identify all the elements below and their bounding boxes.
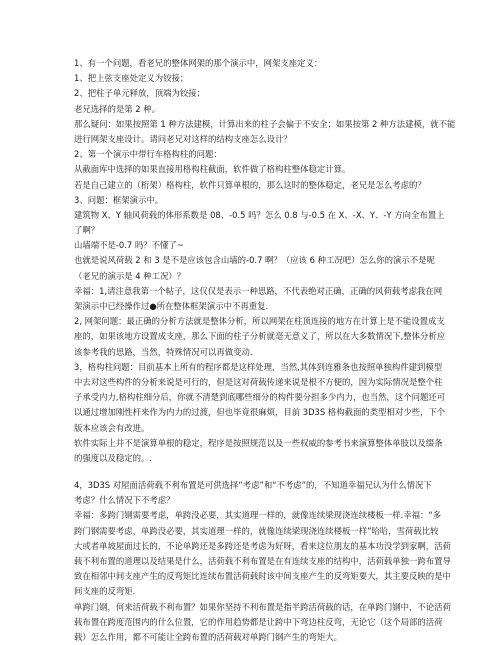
text-line: 幸福：1,请注意我第一个帖子，这仅仅是表示一种思路，不代表绝对正确，正确的风荷载考虑我在网 [74,285,443,296]
text-line: （老兄的演示是 4 种工况）？ [74,270,186,281]
text-line: 从截面库中选择的如果直接用格构柱截面，软件做了格构柱整体稳定计算。 [74,164,351,175]
text-line: 中去对这些构件的分析来说是可行的，但是这对荷载传递来说是根不方便的，因为实际情况是整个柱 [74,376,443,387]
text-line: 该参考我的思路，当然，特殊情况可以再做变动. [74,346,253,357]
text-line: 老兄选择的是第 2 种。 [74,103,161,114]
text-line: 间支座的反弯矩. [74,586,136,597]
text-line: 子承受内力,格构柱细分后，你就不清楚到底哪些细分的构件要分担多少内力，也当然，这个问题还可 [74,392,446,403]
text-line: 建筑物 X、Y 轴风荷载的体形系数是 08、-0.5 吗？怎么 0.8 与-0.5 在 X、-X、Y、-Y 方向全布置上 [74,209,445,220]
text-line: 2, 网架问题：最正确的分析方法就是整体分析，所以网架在柱顶连接的地方在计算上是不能设置成支 [74,316,445,327]
text-line: 2、把柱子单元释放，顶端为铰接； [74,88,205,99]
text-line: 3、问题：框架演示中。 [74,194,164,205]
text-line: 大或者单坡屋面过长的，不论单跨还是多跨还是考虑为好呀，看来这位朋友的基本功没学到家啊，活荷 [74,540,451,551]
text-line: 也就是说风荷载 2 和 3 是不是应该包含山墙的-0.7 啊？（应该 6 种工况吧）怎么你的演示不是呢 [74,255,435,266]
text-line: 进行网架支座设计。请问老兄对这样的结构支座怎么设计？ [74,133,292,144]
text-line: 软件实际上并不是演算单根的稳定，程序是按照规范以及一些权威的参考书来演算整体单肢以及缀条 [74,437,443,448]
text-line: 若是自己建立的（桁架）格构柱，软件只算单根的，那么这时的整体稳定，老兄是怎么考虑的？ [74,179,426,190]
text-line: 座的，如果该地方设置成支座，那么下面的柱子分析就毫无意义了，所以在大多数情况下,整体分析应 [74,331,446,342]
text-line: 了啊？ [74,225,100,236]
text-line: 载不利布置的道理以及结果是什么，活荷载不利布置是在有连续支座的结构中，活荷载单独一跨布置导 [74,556,451,566]
text-line: 以通过增加刚性杆来作为内力的过渡，但也毕竟很麻烦，目前 3D3S 格构截面的类型相对少些，下个 [74,407,446,418]
qa-block-1 [74,56,464,466]
text-line: 载）怎么作用，都不可能让全跨布置的活荷载对单跨门钢产生的弯矩大。 [74,631,342,642]
text-line: 载布置在跨度范围内的什么位置，它的作用趋势都是让跨中下弯边柱反弯，无论它（这个局部的活荷 [74,616,443,627]
text-line: 的强度以及稳定的。. [74,452,153,463]
text-line: 版本应该会有改进。 [74,422,150,433]
paragraph-gap [74,466,464,478]
text-line: 考虑？什么情况下不考虑？ [74,495,175,506]
text-line: 单跨门钢，何来活荷载不利布置？如果你坚持不利布置是指半跨活荷载的话，在单跨门钢中，不论活荷 [74,601,451,612]
text-line: 幸福：多跨门钢需要考虑，单跨没必要，其实道理一样的，就像连续梁现浇连续楼板一样.幸福：“多 [74,510,442,521]
text-line: 4，3D3S 对屋面活荷载不利布置是可供选择“考虑”和“不考虑”的，不知道幸福兄认为什么情况下 [74,480,432,491]
text-line: 2、第一个演示中带行车格构柱的问题： [74,149,222,160]
text-line: 1、把上弦支座处定义为铰接； [74,73,189,84]
qa-block-2 [74,478,464,645]
text-line: 山墙端不是-0.7 吗？不懂了~ [74,240,184,251]
text-line: 3，格构柱问题：目前基本上所有的程序都是这样处理，当然,其体到连雅条也按照单独构件建到模型 [74,361,443,372]
text-line: 致在相邻中间支座产生的反弯矩比连续布置活荷载时该中间支座产生的反弯矩要大，其主要反映的是中 [74,571,451,582]
text-line: 1、有一个问题，看老兄的整体网架的那个演示中，网架支座定义： [74,58,323,68]
text-line: 架演示中已经操作过●所在整体框架演示中不再重复. [74,301,269,311]
text-line: 那么疑问：如果按照第 1 种方法建模，计算出来的柱子会偏于不安全；如果按第 2 种方法建模，就不能 [74,118,456,129]
text-line: 跨门钢需要考虑，单跨没必要，其实道理一样的，就像连续梁现浇连续楼板一样”哈哈，雪荷载比较 [74,525,439,536]
